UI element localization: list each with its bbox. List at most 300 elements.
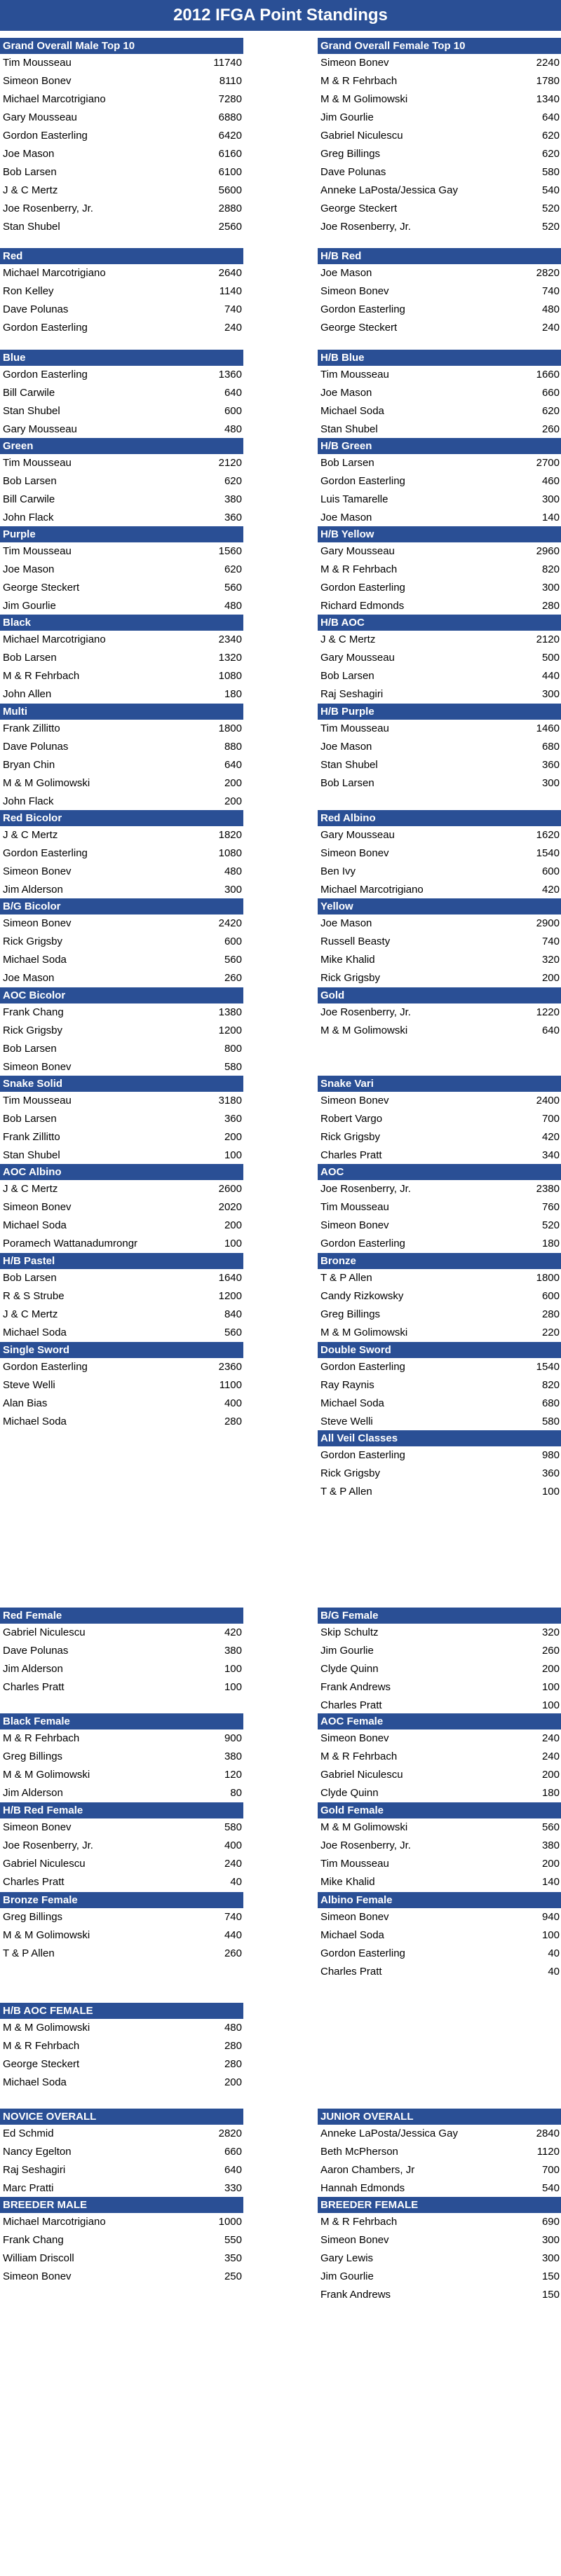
standing-row: [318, 774, 561, 793]
points-value: 140: [541, 512, 560, 523]
standing-row: [318, 1642, 561, 1660]
exhibitor-name: John Flack: [3, 795, 54, 807]
standing-row: [318, 1306, 561, 1324]
points-value: 2560: [218, 221, 242, 233]
standing-row: [0, 1269, 243, 1287]
standings-section: [0, 810, 243, 899]
standings-section: [318, 438, 561, 527]
standing-row: [0, 72, 243, 90]
points-value: 740: [541, 936, 560, 947]
points-value: 480: [224, 2022, 242, 2034]
exhibitor-name: Ben Ivy: [320, 865, 356, 877]
points-value: 760: [541, 1201, 560, 1213]
standing-row: [318, 2268, 561, 2286]
points-value: 11740: [213, 57, 242, 69]
exhibitor-name: Charles Pratt: [320, 1966, 382, 1978]
exhibitor-name: M & M Golimowski: [320, 1025, 408, 1036]
standing-row: [0, 127, 243, 145]
exhibitor-name: Joe Mason: [320, 267, 372, 279]
standing-row: [0, 1413, 243, 1431]
exhibitor-name: Frank Zillitto: [3, 1131, 60, 1143]
section-title: H/B Blue: [318, 350, 561, 366]
points-value: 1820: [218, 829, 242, 841]
points-value: 100: [541, 1929, 560, 1941]
points-value: 2880: [218, 203, 242, 214]
standing-row: [318, 1926, 561, 1945]
standing-row: [318, 969, 561, 987]
standing-row: [0, 1003, 243, 1022]
exhibitor-name: Simeon Bonev: [320, 1732, 389, 1744]
exhibitor-name: Gordon Easterling: [320, 475, 405, 487]
exhibitor-name: T & P Allen: [3, 1947, 55, 1959]
standing-row: [0, 1235, 243, 1253]
points-value: 2900: [536, 917, 560, 929]
exhibitor-name: Dave Polunas: [320, 166, 386, 178]
points-value: 640: [224, 2164, 242, 2176]
section-title: All Veil Classes: [318, 1430, 561, 1446]
standing-row: [0, 756, 243, 774]
standing-row: [0, 2161, 243, 2179]
section-title: Albino Female: [318, 1892, 561, 1908]
exhibitor-name: Rick Grigsby: [3, 936, 63, 947]
standing-row: [318, 2213, 561, 2231]
points-value: 1800: [536, 1272, 560, 1284]
standings-section: [0, 1342, 243, 1431]
standing-row: [0, 1945, 243, 1963]
exhibitor-name: Frank Andrews: [320, 2289, 391, 2301]
standing-row: [318, 1624, 561, 1642]
standing-row: [318, 685, 561, 704]
exhibitor-name: M & R Fehrbach: [320, 1751, 398, 1762]
exhibitor-name: Simeon Bonev: [320, 847, 389, 859]
section-title: B/G Female: [318, 1608, 561, 1624]
points-value: 300: [541, 582, 560, 594]
standing-row: [0, 384, 243, 402]
points-value: 260: [224, 1947, 242, 1959]
standings-section: [0, 1892, 243, 1963]
exhibitor-name: Michael Soda: [3, 2076, 67, 2088]
standing-row: [318, 1873, 561, 1891]
standing-row: [318, 54, 561, 72]
exhibitor-name: Michael Soda: [320, 1397, 384, 1409]
exhibitor-name: J & C Mertz: [3, 1308, 58, 1320]
standing-row: [0, 881, 243, 899]
points-value: 1220: [536, 1006, 560, 1018]
points-value: 140: [541, 1876, 560, 1888]
points-value: 260: [224, 972, 242, 984]
standings-section: [318, 704, 561, 793]
exhibitor-name: M & R Fehrbach: [3, 670, 80, 682]
section-title: H/B Red Female: [0, 1802, 243, 1818]
points-value: 460: [541, 475, 560, 487]
standing-row: [0, 914, 243, 933]
points-value: 1540: [536, 1361, 560, 1373]
points-value: 840: [224, 1308, 242, 1320]
points-value: 690: [541, 2216, 560, 2228]
standing-row: [0, 561, 243, 579]
exhibitor-name: Jim Alderson: [3, 1663, 63, 1675]
points-value: 480: [224, 865, 242, 877]
exhibitor-name: Gabriel Niculescu: [320, 1769, 403, 1781]
standing-row: [0, 738, 243, 756]
standing-row: [0, 145, 243, 163]
exhibitor-name: Ed Schmid: [3, 2128, 54, 2139]
standing-row: [0, 542, 243, 561]
section-title: Grand Overall Female Top 10: [318, 38, 561, 54]
points-value: 250: [224, 2270, 242, 2282]
points-value: 1320: [218, 652, 242, 664]
exhibitor-name: Gordon Easterling: [3, 369, 88, 381]
points-value: 480: [224, 600, 242, 612]
points-value: 380: [224, 1751, 242, 1762]
points-value: 520: [541, 221, 560, 233]
exhibitor-name: Richard Edmonds: [320, 600, 405, 612]
section-title: Red Bicolor: [0, 810, 243, 826]
points-value: 2820: [536, 267, 560, 279]
standing-row: [0, 1926, 243, 1945]
section-title: Red: [0, 248, 243, 264]
exhibitor-name: J & C Mertz: [320, 633, 376, 645]
points-value: 180: [224, 688, 242, 700]
exhibitor-name: M & M Golimowski: [3, 2022, 90, 2034]
points-value: 2960: [536, 545, 560, 557]
exhibitor-name: Michael Soda: [3, 1416, 67, 1427]
exhibitor-name: Gary Mousseau: [3, 111, 77, 123]
exhibitor-name: Michael Marcotrigiano: [3, 93, 106, 105]
points-value: 1200: [218, 1025, 242, 1036]
points-value: 280: [541, 600, 560, 612]
standing-row: [0, 1324, 243, 1342]
section-title: Red Female: [0, 1608, 243, 1624]
standing-row: [318, 1908, 561, 1926]
exhibitor-name: Bill Carwile: [3, 387, 55, 399]
standing-row: [0, 54, 243, 72]
standing-row: [0, 631, 243, 649]
exhibitor-name: Bob Larsen: [320, 777, 374, 789]
exhibitor-name: Tim Mousseau: [320, 722, 389, 734]
points-value: 320: [541, 1626, 560, 1638]
standing-row: [318, 1697, 561, 1715]
exhibitor-name: Gary Mousseau: [320, 545, 395, 557]
exhibitor-name: Frank Chang: [3, 1006, 64, 1018]
exhibitor-name: M & M Golimowski: [3, 1769, 90, 1781]
standings-section: [318, 526, 561, 615]
points-value: 80: [230, 1787, 242, 1799]
standing-row: [318, 1235, 561, 1253]
points-value: 360: [541, 1467, 560, 1479]
standing-row: [0, 1110, 243, 1128]
exhibitor-name: Frank Zillitto: [3, 722, 60, 734]
standing-row: [0, 282, 243, 301]
points-value: 740: [224, 303, 242, 315]
exhibitor-name: Hannah Edmonds: [320, 2182, 405, 2194]
exhibitor-name: Gordon Easterling: [320, 1947, 405, 1959]
standing-row: [0, 1642, 243, 1660]
exhibitor-name: Joe Mason: [320, 741, 372, 753]
points-value: 180: [541, 1787, 560, 1799]
points-value: 620: [541, 148, 560, 160]
points-value: 300: [541, 2234, 560, 2246]
points-value: 2120: [536, 633, 560, 645]
points-value: 40: [230, 1876, 242, 1888]
exhibitor-name: Bob Larsen: [3, 1043, 57, 1055]
exhibitor-name: Marc Pratti: [3, 2182, 54, 2194]
standing-row: [0, 2143, 243, 2161]
standing-row: [0, 844, 243, 863]
exhibitor-name: Joe Rosenberry, Jr.: [320, 1839, 411, 1851]
points-value: 620: [541, 405, 560, 417]
points-value: 580: [224, 1821, 242, 1833]
points-value: 660: [541, 387, 560, 399]
points-value: 2340: [218, 633, 242, 645]
exhibitor-name: Jim Gourlie: [320, 1645, 374, 1657]
standings-section: [0, 898, 243, 987]
standings-section: [318, 810, 561, 899]
exhibitor-name: Joe Rosenberry, Jr.: [320, 1006, 411, 1018]
exhibitor-name: J & C Mertz: [3, 1183, 58, 1195]
standing-row: [0, 863, 243, 881]
standing-row: [0, 181, 243, 200]
exhibitor-name: Simeon Bonev: [3, 865, 72, 877]
points-value: 680: [541, 1397, 560, 1409]
points-value: 540: [541, 184, 560, 196]
exhibitor-name: Russell Beasty: [320, 936, 391, 947]
exhibitor-name: Mike Khalid: [320, 1876, 375, 1888]
exhibitor-name: George Steckert: [3, 2058, 80, 2070]
standing-row: [0, 2213, 243, 2231]
points-value: 640: [224, 759, 242, 771]
exhibitor-name: Charles Pratt: [320, 1699, 382, 1711]
points-value: 580: [541, 166, 560, 178]
points-value: 220: [541, 1327, 560, 1338]
exhibitor-name: Joe Rosenberry, Jr.: [320, 221, 411, 233]
standing-row: [318, 301, 561, 319]
points-value: 300: [541, 493, 560, 505]
points-value: 600: [541, 865, 560, 877]
exhibitor-name: Skip Schultz: [320, 1626, 379, 1638]
exhibitor-name: M & R Fehrbach: [3, 2040, 80, 2052]
exhibitor-name: Simeon Bonev: [3, 1821, 72, 1833]
points-value: 100: [224, 1149, 242, 1161]
standing-row: [0, 579, 243, 597]
exhibitor-name: Bob Larsen: [3, 1113, 57, 1125]
standing-row: [0, 969, 243, 987]
standing-row: [318, 1358, 561, 1376]
exhibitor-name: Gabriel Niculescu: [3, 1626, 86, 1638]
exhibitor-name: Gary Mousseau: [320, 829, 395, 841]
standing-row: [318, 72, 561, 90]
exhibitor-name: Anneke LaPosta/Jessica Gay: [320, 184, 458, 196]
standing-row: [0, 1624, 243, 1642]
exhibitor-name: Simeon Bonev: [3, 2270, 72, 2282]
standing-row: [318, 2249, 561, 2268]
points-value: 360: [541, 759, 560, 771]
points-value: 1380: [218, 1006, 242, 1018]
exhibitor-name: Joe Mason: [3, 563, 55, 575]
exhibitor-name: Clyde Quinn: [320, 1663, 379, 1675]
exhibitor-name: Poramech Wattanadumrongr: [3, 1238, 138, 1249]
exhibitor-name: Gordon Easterling: [320, 1238, 405, 1249]
exhibitor-name: Joe Mason: [320, 917, 372, 929]
points-value: 6880: [218, 111, 242, 123]
exhibitor-name: Simeon Bonev: [3, 75, 72, 87]
exhibitor-name: Gary Lewis: [320, 2252, 374, 2264]
exhibitor-name: Stan Shubel: [3, 1149, 60, 1161]
points-value: 120: [224, 1769, 242, 1781]
standing-row: [318, 881, 561, 899]
standing-row: [318, 542, 561, 561]
section-title: Red Albino: [318, 810, 561, 826]
points-value: 1460: [536, 722, 560, 734]
points-value: 240: [541, 1732, 560, 1744]
points-value: 200: [224, 795, 242, 807]
standing-row: [318, 1217, 561, 1235]
standing-row: [0, 109, 243, 127]
standing-row: [318, 145, 561, 163]
points-value: 440: [224, 1929, 242, 1941]
exhibitor-name: Gordon Easterling: [3, 1361, 88, 1373]
exhibitor-name: Gordon Easterling: [320, 303, 405, 315]
points-value: 2700: [536, 457, 560, 469]
standing-row: [318, 844, 561, 863]
standing-row: [318, 1660, 561, 1678]
exhibitor-name: Anneke LaPosta/Jessica Gay: [320, 2128, 458, 2139]
section-title: H/B Green: [318, 438, 561, 454]
standings-section: [0, 350, 243, 439]
exhibitor-name: Gordon Easterling: [320, 1449, 405, 1461]
standings-section: [318, 350, 561, 439]
points-value: 700: [541, 2164, 560, 2176]
exhibitor-name: M & R Fehrbach: [320, 2216, 398, 2228]
standings-section: [0, 987, 243, 1076]
exhibitor-name: T & P Allen: [320, 1272, 372, 1284]
standing-row: [318, 472, 561, 491]
points-value: 520: [541, 203, 560, 214]
points-value: 550: [224, 2234, 242, 2246]
standing-row: [318, 163, 561, 181]
standing-row: [318, 756, 561, 774]
exhibitor-name: Tim Mousseau: [3, 1095, 72, 1107]
points-value: 2600: [218, 1183, 242, 1195]
points-value: 300: [541, 2252, 560, 2264]
exhibitor-name: Simeon Bonev: [3, 1061, 72, 1073]
points-value: 2120: [218, 457, 242, 469]
points-value: 900: [224, 1732, 242, 1744]
section-title: Black Female: [0, 1713, 243, 1729]
points-value: 1120: [536, 2146, 560, 2158]
exhibitor-name: Michael Soda: [320, 405, 384, 417]
section-title: AOC: [318, 1164, 561, 1180]
points-value: 280: [224, 2040, 242, 2052]
standing-row: [318, 1748, 561, 1766]
standings-section: [0, 38, 243, 236]
points-value: 380: [224, 493, 242, 505]
points-value: 100: [541, 1699, 560, 1711]
exhibitor-name: Tim Mousseau: [3, 57, 72, 69]
points-value: 180: [541, 1238, 560, 1249]
exhibitor-name: R & S Strube: [3, 1290, 65, 1302]
points-value: 260: [541, 423, 560, 435]
points-value: 560: [224, 582, 242, 594]
exhibitor-name: Gary Mousseau: [3, 423, 77, 435]
standing-row: [0, 1022, 243, 1040]
exhibitor-name: Simeon Bonev: [320, 57, 389, 69]
standing-row: [318, 826, 561, 844]
exhibitor-name: M & R Fehrbach: [3, 1732, 80, 1744]
exhibitor-name: George Steckert: [320, 203, 398, 214]
standing-row: [318, 1855, 561, 1873]
points-value: 620: [224, 475, 242, 487]
exhibitor-name: Jim Alderson: [3, 1787, 63, 1799]
standing-row: [0, 2055, 243, 2074]
standing-row: [318, 420, 561, 439]
standings-section: [318, 987, 561, 1040]
standing-row: [0, 826, 243, 844]
points-value: 560: [224, 954, 242, 966]
standing-row: [318, 218, 561, 236]
section-title: Yellow: [318, 898, 561, 914]
standing-row: [318, 1269, 561, 1287]
section-title: H/B AOC FEMALE: [0, 2003, 243, 2019]
points-value: 600: [224, 936, 242, 947]
section-title: Bronze Female: [0, 1892, 243, 1908]
standing-row: [318, 1446, 561, 1465]
points-value: 580: [541, 1416, 560, 1427]
points-value: 540: [541, 2182, 560, 2194]
section-title: H/B Purple: [318, 704, 561, 720]
section-title: Double Sword: [318, 1342, 561, 1358]
points-value: 1640: [218, 1272, 242, 1284]
points-value: 2380: [536, 1183, 560, 1195]
exhibitor-name: Jim Alderson: [3, 884, 63, 896]
standing-row: [0, 1660, 243, 1678]
standing-row: [0, 200, 243, 218]
standing-row: [0, 301, 243, 319]
points-value: 380: [224, 1645, 242, 1657]
standing-row: [318, 491, 561, 509]
standing-row: [0, 1837, 243, 1855]
exhibitor-name: Michael Soda: [320, 1929, 384, 1941]
exhibitor-name: Tim Mousseau: [3, 545, 72, 557]
exhibitor-name: Stan Shubel: [320, 759, 378, 771]
standing-row: [0, 1855, 243, 1873]
exhibitor-name: Rick Grigsby: [320, 1467, 381, 1479]
section-title: Gold: [318, 987, 561, 1003]
standing-row: [0, 1818, 243, 1837]
exhibitor-name: T & P Allen: [320, 1486, 372, 1498]
standing-row: [318, 2179, 561, 2198]
standing-row: [318, 1003, 561, 1022]
points-value: 640: [541, 111, 560, 123]
exhibitor-name: Joe Mason: [320, 387, 372, 399]
section-title: B/G Bicolor: [0, 898, 243, 914]
standing-row: [0, 402, 243, 420]
points-value: 240: [224, 1858, 242, 1870]
standing-row: [0, 1748, 243, 1766]
exhibitor-name: Bob Larsen: [320, 457, 374, 469]
exhibitor-name: Ron Kelley: [3, 285, 54, 297]
points-value: 600: [224, 405, 242, 417]
standings-section: [318, 1608, 561, 1715]
section-title: H/B Yellow: [318, 526, 561, 542]
section-title: Black: [0, 615, 243, 631]
points-value: 2360: [218, 1361, 242, 1373]
points-value: 660: [224, 2146, 242, 2158]
exhibitor-name: Bob Larsen: [3, 1272, 57, 1284]
exhibitor-name: Bill Carwile: [3, 493, 55, 505]
standing-row: [318, 863, 561, 881]
standing-row: [318, 1395, 561, 1413]
